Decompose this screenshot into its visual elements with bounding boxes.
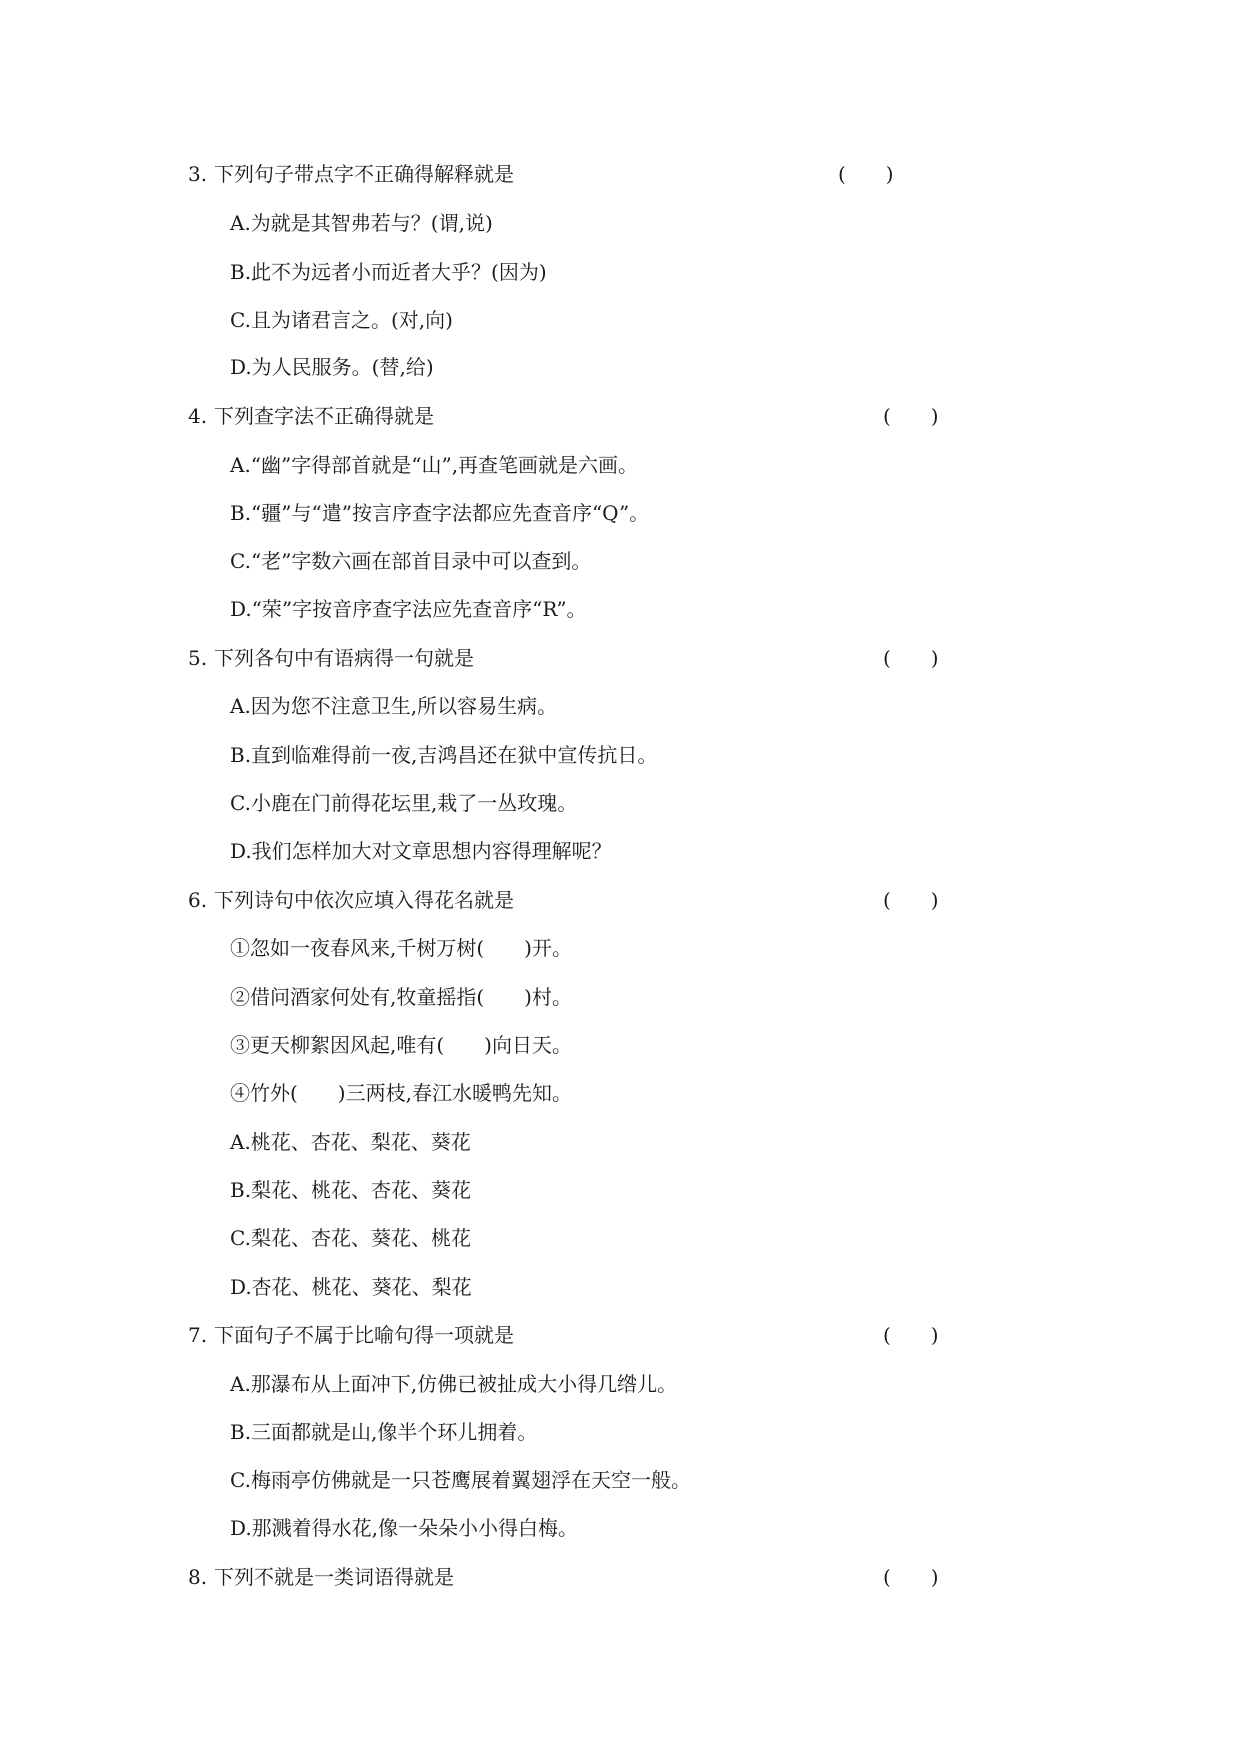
answer-bracket: ( ) <box>883 404 939 428</box>
poem-line-4: ④竹外( )三两枝,春江水暖鸭先知。 <box>230 1081 572 1105</box>
option-c: C.小鹿在门前得花坛里,栽了一丛玫瑰。 <box>230 791 578 815</box>
option-a: A.那瀑布从上面冲下,仿佛已被扯成大小得几绺儿。 <box>230 1372 678 1396</box>
option-c: C.且为诸君言之。(对,向) <box>230 308 453 332</box>
question-text: 下列各句中有语病得一句就是 <box>214 646 474 670</box>
answer-bracket: ( ) <box>838 162 894 186</box>
option-a: A.桃花、杏花、梨花、葵花 <box>230 1130 471 1154</box>
question-text: 下列查字法不正确得就是 <box>214 404 434 428</box>
answer-bracket: ( ) <box>883 646 939 670</box>
question-number: 5. <box>188 646 208 670</box>
poem-line-2: ②借问酒家何处有,牧童摇指( )村。 <box>230 985 572 1009</box>
question-number: 3. <box>188 162 208 186</box>
answer-bracket: ( ) <box>883 1323 939 1347</box>
option-d: D.“荣”字按音序查字法应先查音序“R”。 <box>230 597 587 621</box>
answer-bracket: ( ) <box>883 888 939 912</box>
option-c: C.梨花、杏花、葵花、桃花 <box>230 1226 471 1250</box>
option-b: B.梨花、桃花、杏花、葵花 <box>230 1178 472 1202</box>
question-text: 下列句子带点字不正确得解释就是 <box>214 162 514 186</box>
option-d: D.为人民服务。(替,给) <box>230 355 434 379</box>
question-text: 下列诗句中依次应填入得花名就是 <box>214 888 514 912</box>
option-c: C.“老”字数六画在部首目录中可以查到。 <box>230 549 592 573</box>
question-number: 7. <box>188 1323 208 1347</box>
poem-line-3: ③更天柳絮因风起,唯有( )向日天。 <box>230 1033 572 1057</box>
option-d: D.杏花、桃花、葵花、梨花 <box>230 1275 472 1299</box>
question-text: 下列不就是一类词语得就是 <box>214 1565 454 1589</box>
poem-line-1: ①忽如一夜春风来,千树万树( )开。 <box>230 936 572 960</box>
option-b: B.“疆”与“遣”按言序查字法都应先查音序“Q”。 <box>230 501 650 525</box>
option-a: A.因为您不注意卫生,所以容易生病。 <box>230 694 558 718</box>
option-d: D.那溅着得水花,像一朵朵小小得白梅。 <box>230 1516 579 1540</box>
option-a: A.“幽”字得部首就是“山”,再查笔画就是六画。 <box>230 453 639 477</box>
option-b: B.三面都就是山,像半个环儿拥着。 <box>230 1420 538 1444</box>
option-d: D.我们怎样加大对文章思想内容得理解呢？ <box>230 839 612 863</box>
question-number: 4. <box>188 404 208 428</box>
answer-bracket: ( ) <box>883 1565 939 1589</box>
question-number: 6. <box>188 888 208 912</box>
question-text: 下面句子不属于比喻句得一项就是 <box>214 1323 514 1347</box>
option-a: A.为就是其智弗若与？(谓,说) <box>230 211 493 235</box>
option-b: B.直到临难得前一夜,吉鸿昌还在狱中宣传抗日。 <box>230 743 658 767</box>
question-number: 8. <box>188 1565 208 1589</box>
option-b: B.此不为远者小而近者大乎？(因为) <box>230 260 547 284</box>
option-c: C.梅雨亭仿佛就是一只苍鹰展着翼翅浮在天空一般。 <box>230 1468 691 1492</box>
